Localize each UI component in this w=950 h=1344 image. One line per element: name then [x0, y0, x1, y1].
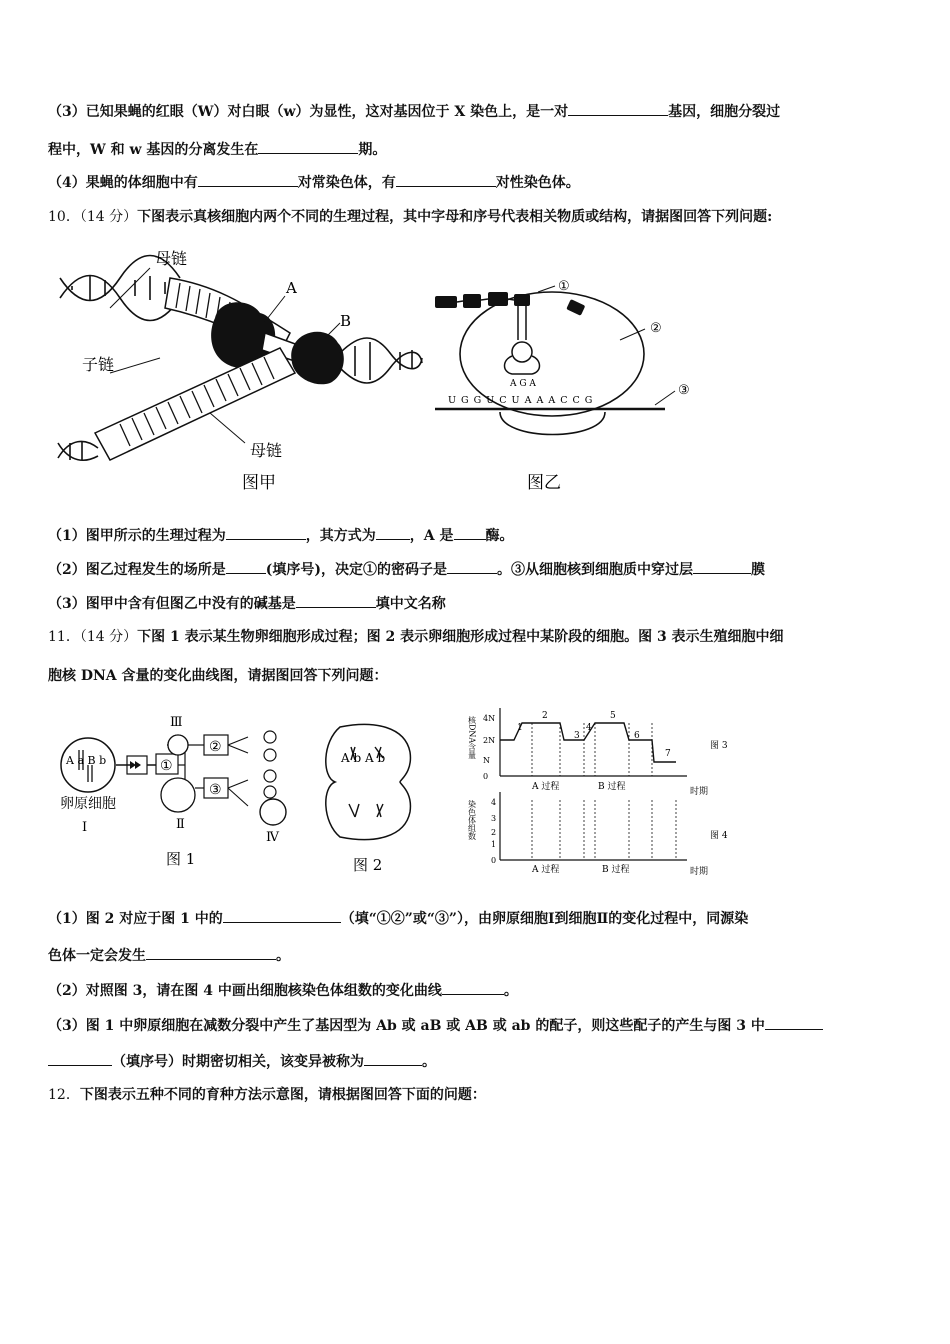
answer-blank[interactable] — [146, 945, 276, 960]
fig3-proc-b: B 过程 — [598, 782, 626, 792]
q9-line-4: （4）果蝇的体细胞中有 对常染色体，有 对性染色体。 — [48, 172, 580, 193]
q11-stem-a: 11．（14 分）下图 1 表示某生物卵细胞形成过程；图 2 表示卵细胞形成过程中某阶段的细胞。图 3 表示生殖细胞中细 — [48, 629, 784, 645]
fig2-genes: A b A b — [341, 751, 386, 765]
answer-blank[interactable] — [226, 525, 306, 540]
q11-line-1a: （1）图 2 对应于图 1 中的 （填“①②”或“③”），由卵原细胞Ⅰ到细胞Ⅱ的变化过程中，同源染 — [48, 908, 748, 929]
q11-line-1b: 色体一定会发生 。 — [48, 945, 290, 966]
answer-blank[interactable] — [258, 139, 358, 154]
roman-2-label: Ⅱ — [176, 817, 185, 832]
roman-3-label: Ⅲ — [170, 715, 183, 730]
fig4-ytick: 0 — [491, 856, 497, 865]
fig4-caption: 图 4 — [710, 831, 728, 841]
helix-right — [340, 338, 422, 383]
figure-2-caption: 图 2 — [353, 856, 383, 874]
fig4-ytick: 3 — [491, 814, 497, 823]
step-1-label: ① — [160, 758, 173, 774]
q11-line-2: （2）对照图 3，请在图 4 中画出细胞核染色体组数的变化曲线 。 — [48, 980, 518, 1001]
answer-blank[interactable] — [198, 172, 298, 187]
answer-blank[interactable] — [396, 172, 496, 187]
fig3-ylabel: 核DNA含量 — [467, 716, 477, 760]
polar-body-iii — [168, 735, 188, 755]
answer-blank[interactable] — [447, 559, 497, 574]
trna — [505, 302, 540, 374]
figure-1-caption: 图 1 — [166, 850, 196, 868]
q11-line-3b: （填序号）时期密切相关，该变异被称为 。 — [48, 1051, 436, 1072]
label-b: B — [340, 312, 352, 330]
answer-blank[interactable] — [48, 1051, 112, 1066]
label-child-strand: 子链 — [82, 355, 115, 374]
answer-blank[interactable] — [223, 908, 341, 923]
answer-blank[interactable] — [226, 559, 266, 574]
mrna-bases: U G G U C U A A A C C G — [448, 395, 594, 406]
fig4-ytick: 2 — [491, 828, 497, 837]
label-circled-1: ① — [558, 279, 570, 294]
q10-stem: 10．（14 分）下图表示真核细胞内两个不同的生理过程，其中字母和序号代表相关物质或结构，请据图回答下列问题: — [48, 209, 773, 225]
answer-blank[interactable] — [765, 1015, 823, 1030]
fig4-proc-b: B 过程 — [602, 865, 630, 875]
step-3-label: ③ — [209, 782, 222, 798]
figure-yi-translation — [430, 272, 700, 498]
egg-cell-iv — [260, 799, 286, 825]
roman-4-label: Ⅳ — [266, 830, 279, 845]
fig4-proc-a: A 过程 — [532, 865, 560, 875]
fig3-stage-label: 6 — [634, 731, 640, 741]
fig3-ytick: 0 — [483, 772, 489, 781]
figure-1-oogenesis — [52, 710, 312, 880]
step-2-label: ② — [209, 739, 222, 755]
cell-outline — [326, 724, 411, 839]
answer-blank[interactable] — [568, 101, 668, 116]
fig3-stage-label: 5 — [610, 711, 616, 721]
fig3-caption: 图 3 — [710, 741, 728, 751]
answer-blank[interactable] — [364, 1051, 422, 1066]
fig3-ytick: 4N — [483, 714, 496, 723]
fig3-ytick: N — [483, 756, 490, 765]
fig3-stage-label: 1 — [517, 723, 523, 733]
fig4-ylabel: 染色体组数 — [467, 800, 477, 840]
secondary-oocyte-ii — [161, 778, 195, 812]
q10-line-2: （2）图乙过程发生的场所是 (填序号)，决定①的密码子是 。③从细胞核到细胞质中穿过层 膜 — [48, 559, 765, 580]
fig3-stage-label: 4 — [586, 723, 592, 733]
q10-line-1: （1）图甲所示的生理过程为 ，其方式为 ，A 是 酶。 — [48, 525, 514, 546]
fig3-ytick: 2N — [483, 736, 496, 745]
figure-jia-caption: 图甲 — [242, 473, 276, 493]
peptide-chain — [435, 292, 585, 316]
label-circled-2: ② — [650, 321, 662, 336]
label-mother-strand-top: 母链 — [155, 249, 188, 268]
figure-jia-dna-replication — [50, 238, 430, 500]
q11-stem-b: 胞核 DNA 含量的变化曲线图，请据图回答下列问题： — [48, 668, 388, 684]
fig3-stage-label: 3 — [574, 731, 580, 741]
figure-yi-caption: 图乙 — [527, 473, 561, 493]
fig4-xlabel: 时期 — [690, 867, 709, 877]
q11-line-3a: （3）图 1 中卵原细胞在减数分裂中产生了基因型为 Ab 或 aB 或 AB 或 ab 的配子，则这些配子的产生与图 3 中 — [48, 1015, 823, 1036]
answer-blank[interactable] — [376, 525, 410, 540]
answer-blank[interactable] — [296, 593, 376, 608]
label-a: A — [286, 279, 297, 297]
fig3-proc-a: A 过程 — [532, 782, 560, 792]
q9-line-3a: （3）已知果蝇的红眼（W）对白眼（w）为显性，这对基因位于 X 染色上，是一对 基因，细胞分裂过 — [48, 101, 780, 122]
fig4-ytick: 4 — [491, 798, 497, 807]
label-mother-strand-bottom: 母链 — [250, 441, 283, 460]
q9-line-3b: 程中，W 和 w 基因的分离发生在 期。 — [48, 139, 386, 160]
fig3-xlabel: 时期 — [690, 787, 709, 797]
roman-1-label: Ⅰ — [82, 820, 88, 835]
fig3-stage-label: 2 — [542, 711, 548, 721]
q10-line-3: （3）图甲中含有但图乙中没有的碱基是 填中文名称 — [48, 593, 446, 614]
anticodon-text: A G A — [510, 379, 536, 389]
figure-2-dividing-cell — [325, 722, 425, 882]
fig4-ytick: 1 — [491, 840, 497, 849]
q12-stem: 12．下图表示五种不同的育种方法示意图，请根据图回答下面的问题： — [48, 1087, 486, 1103]
answer-blank[interactable] — [442, 980, 504, 995]
figure-3-4-charts — [462, 696, 752, 884]
label-circled-3: ③ — [678, 383, 690, 398]
answer-blank[interactable] — [454, 525, 486, 540]
oogonium-label: 卵原细胞 — [60, 796, 116, 812]
fig3-stage-label: 7 — [665, 749, 671, 759]
fig1-genes: A a B b — [66, 754, 107, 767]
answer-blank[interactable] — [693, 559, 751, 574]
enzyme-b-blob — [291, 332, 344, 385]
